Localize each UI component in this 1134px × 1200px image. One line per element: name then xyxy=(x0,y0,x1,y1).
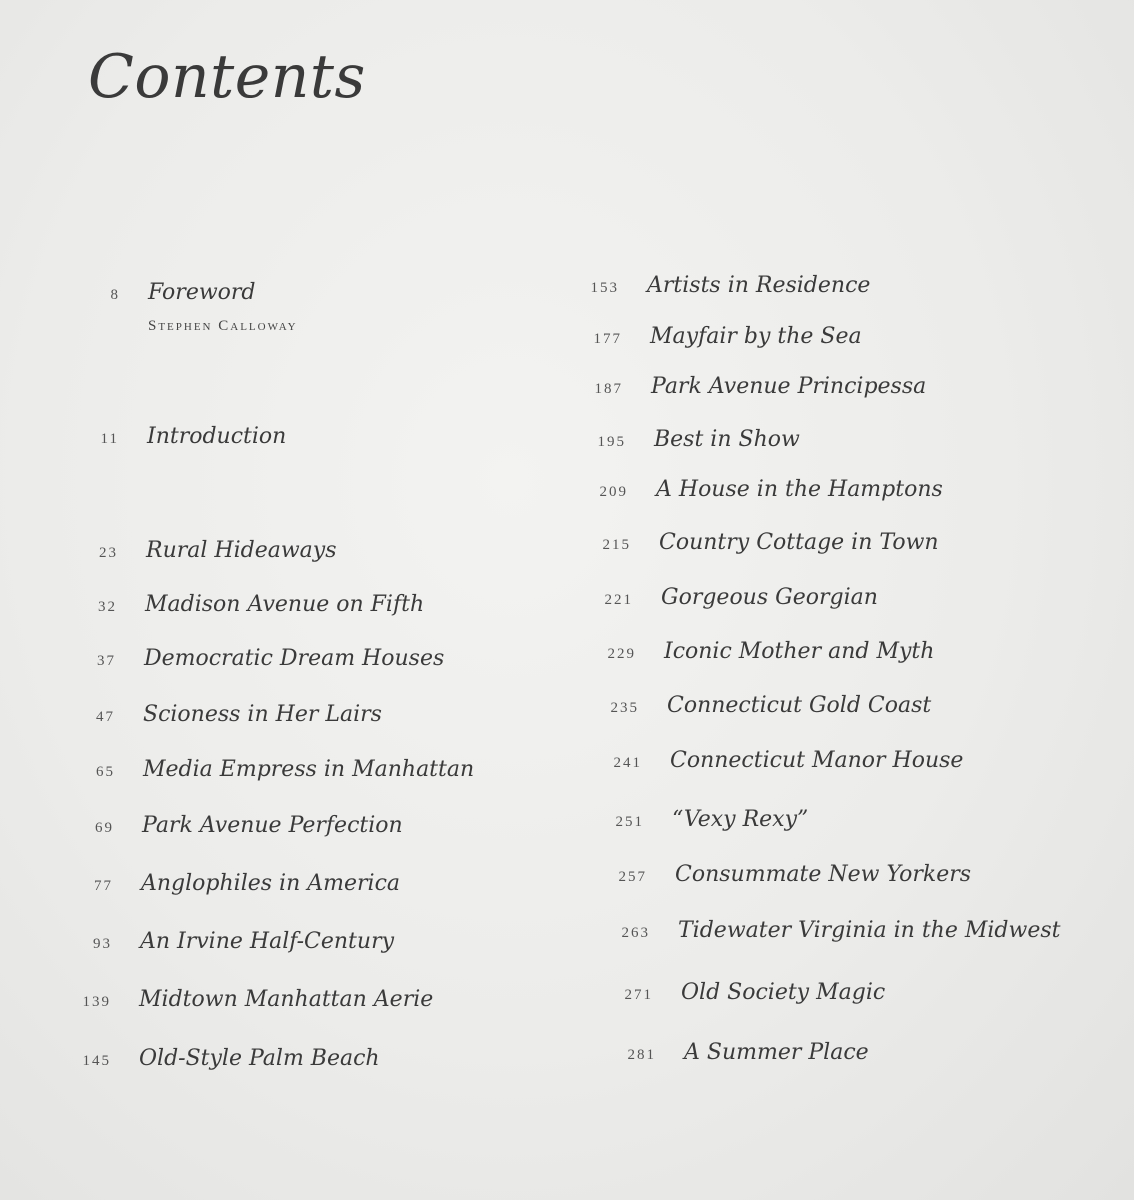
toc-entry[interactable] xyxy=(613,748,964,773)
toc-entry[interactable] xyxy=(627,1040,869,1065)
toc-entry[interactable] xyxy=(95,813,403,838)
toc-entry-introduction[interactable] xyxy=(100,424,287,449)
toc-title: An Irvine Half-Century xyxy=(140,929,395,954)
toc-title: Park Avenue Perfection xyxy=(142,813,403,838)
toc-entry[interactable] xyxy=(594,374,927,399)
toc-title: Madison Avenue on Fifth xyxy=(145,592,425,617)
toc-entry[interactable] xyxy=(602,530,939,555)
toc-title: Democratic Dream Houses xyxy=(144,646,445,671)
toc-title: Old-Style Palm Beach xyxy=(139,1046,380,1071)
toc-page-number: 271 xyxy=(624,987,653,1003)
toc-page-number: 281 xyxy=(627,1047,656,1063)
toc-entry[interactable] xyxy=(593,324,862,349)
toc-entry[interactable] xyxy=(615,807,809,832)
toc-title: A Summer Place xyxy=(684,1040,869,1065)
toc-title: Introduction xyxy=(147,424,287,449)
toc-page-number: 241 xyxy=(613,755,642,771)
toc-title: Best in Show xyxy=(654,427,800,452)
toc-entry[interactable] xyxy=(607,639,935,664)
toc-title: Artists in Residence xyxy=(647,273,871,298)
toc-page-number: 139 xyxy=(82,994,111,1010)
toc-page-number: 65 xyxy=(96,764,115,780)
toc-entry[interactable] xyxy=(98,592,425,617)
toc-author: Stephen Calloway xyxy=(148,318,298,334)
toc-title: Anglophiles in America xyxy=(141,871,401,896)
toc-entry[interactable] xyxy=(624,980,886,1005)
toc-page-number: 177 xyxy=(593,331,622,347)
toc-page-number: 77 xyxy=(94,878,113,894)
toc-page-number: 47 xyxy=(96,709,115,725)
toc-entry[interactable] xyxy=(82,987,434,1012)
toc-page-number: 69 xyxy=(95,820,114,836)
toc-entry[interactable] xyxy=(99,538,337,563)
toc-entry[interactable] xyxy=(96,757,475,782)
toc-entry[interactable] xyxy=(604,585,878,610)
toc-page-number: 229 xyxy=(607,646,636,662)
toc-page-number: 209 xyxy=(599,484,628,500)
toc-page-number: 263 xyxy=(621,925,650,941)
toc-page-number: 23 xyxy=(99,545,118,561)
toc-title: “Vexy Rexy” xyxy=(672,807,809,832)
toc-title: Gorgeous Georgian xyxy=(661,585,878,610)
toc-entry[interactable] xyxy=(96,702,382,727)
toc-entry[interactable] xyxy=(621,918,1061,943)
toc-title: Park Avenue Principessa xyxy=(651,374,927,399)
toc-entry[interactable] xyxy=(93,929,395,954)
toc-page-number: 215 xyxy=(602,537,631,553)
toc-entry[interactable] xyxy=(97,646,445,671)
toc-title: Country Cottage in Town xyxy=(659,530,939,555)
toc-page-number: 153 xyxy=(590,280,619,296)
toc-page-number: 32 xyxy=(98,599,117,615)
toc-title: Scioness in Her Lairs xyxy=(143,702,382,727)
toc-entry[interactable] xyxy=(94,871,401,896)
toc-title: Tidewater Virginia in the Midwest xyxy=(678,918,1061,943)
toc-page-number: 257 xyxy=(618,869,647,885)
toc-entry[interactable] xyxy=(82,1046,380,1071)
toc-title: Midtown Manhattan Aerie xyxy=(139,987,434,1012)
toc-title: Iconic Mother and Myth xyxy=(664,639,935,664)
toc-entry[interactable] xyxy=(618,862,972,887)
toc-page-number: 187 xyxy=(594,381,623,397)
toc-page-number: 221 xyxy=(604,592,633,608)
toc-entry[interactable] xyxy=(597,427,800,452)
toc-title: Old Society Magic xyxy=(681,980,886,1005)
toc-title: Rural Hideaways xyxy=(146,538,337,563)
toc-page-number: 235 xyxy=(610,700,639,716)
toc-title: Connecticut Manor House xyxy=(670,748,964,773)
toc-entry[interactable] xyxy=(599,477,943,502)
toc-page-number: 251 xyxy=(615,814,644,830)
toc-title: Media Empress in Manhattan xyxy=(143,757,475,782)
toc-title: A House in the Hamptons xyxy=(656,477,943,502)
toc-page-number: 37 xyxy=(97,653,116,669)
toc-title: Consummate New Yorkers xyxy=(675,862,972,887)
toc-page-number: 8 xyxy=(110,287,120,303)
toc-page-number: 11 xyxy=(100,431,119,447)
toc-title: Foreword xyxy=(148,280,256,305)
toc-page-number: 195 xyxy=(597,434,626,450)
page-title: Contents xyxy=(88,42,366,112)
toc-entry-foreword[interactable] xyxy=(110,280,256,305)
toc-page-number: 145 xyxy=(82,1053,111,1069)
toc-page-number: 93 xyxy=(93,936,112,952)
toc-title: Connecticut Gold Coast xyxy=(667,693,932,718)
toc-entry[interactable] xyxy=(610,693,932,718)
toc-entry[interactable] xyxy=(590,273,871,298)
toc-title: Mayfair by the Sea xyxy=(650,324,862,349)
